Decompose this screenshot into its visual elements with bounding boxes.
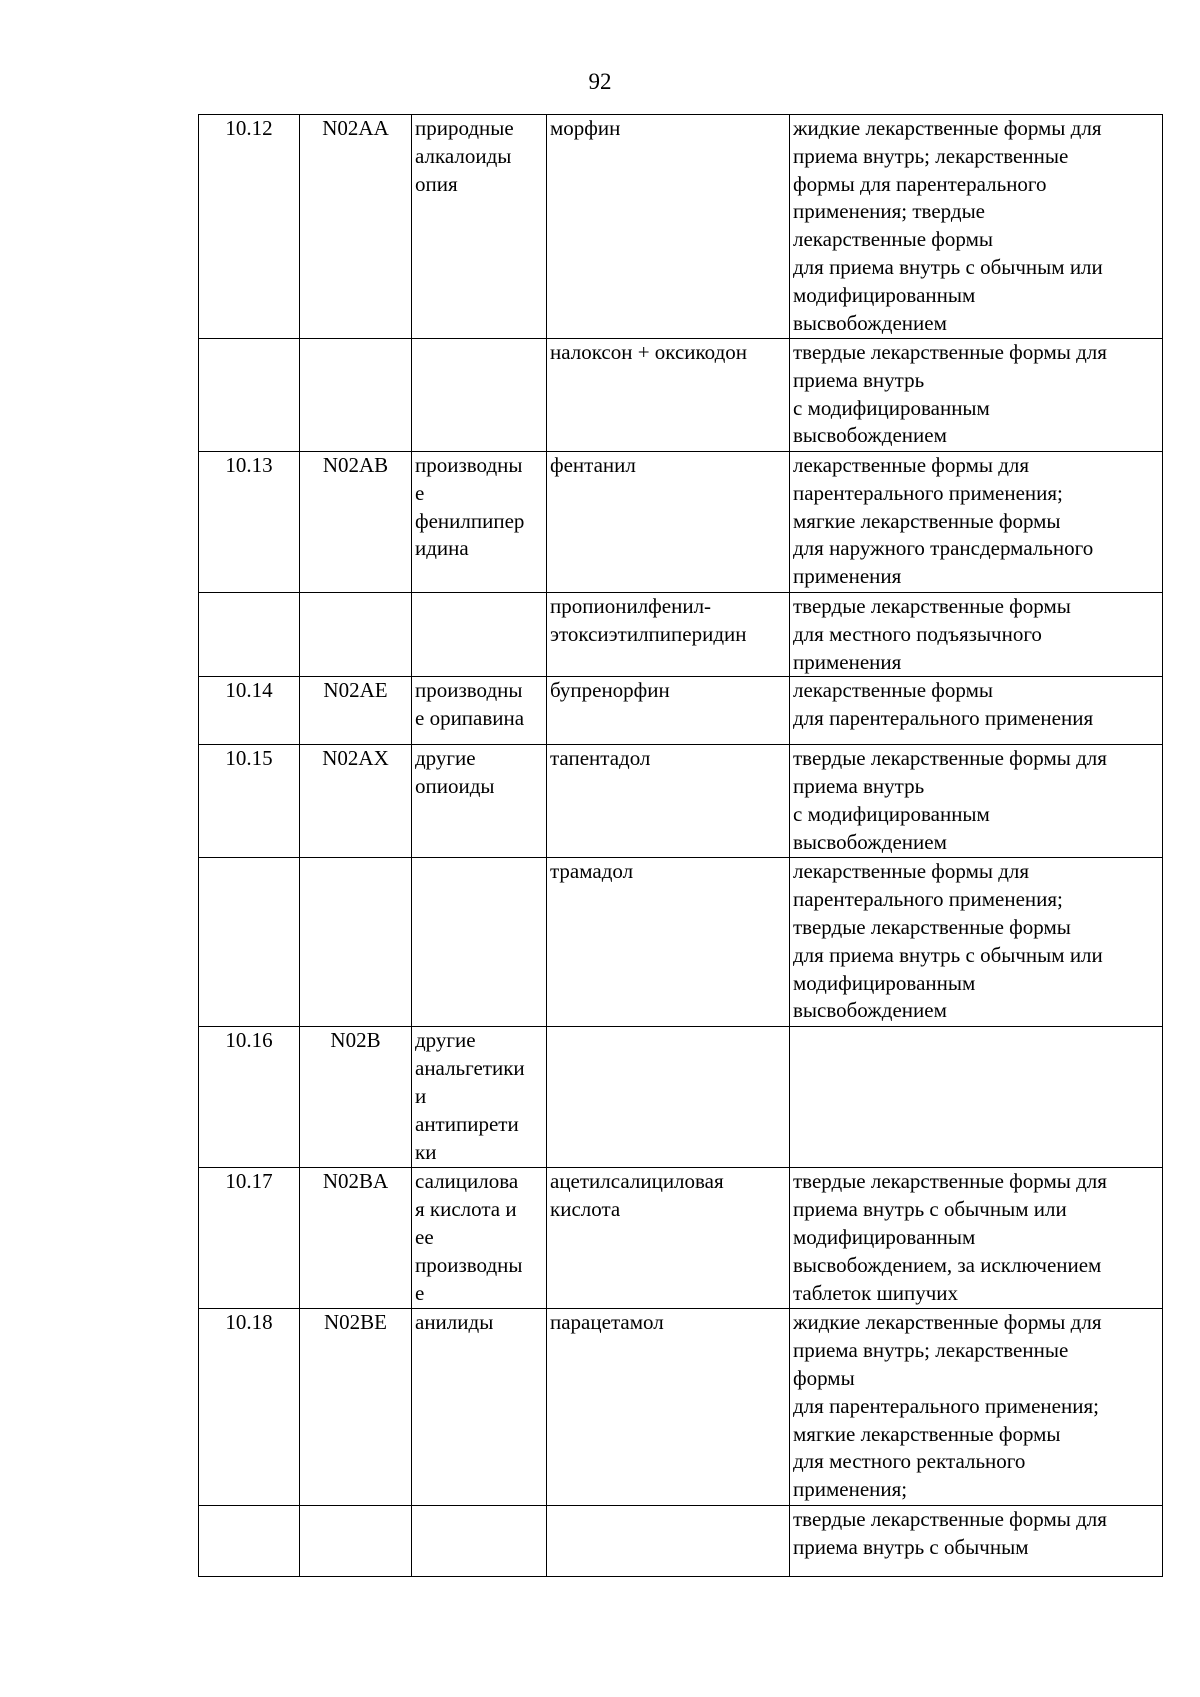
cell-text-line: налоксон + оксикодон xyxy=(550,340,747,364)
group-cell xyxy=(412,1506,547,1577)
row-number-cell xyxy=(199,1506,300,1577)
cell-text-line: этоксиэтилпиперидин xyxy=(550,621,747,646)
cell-text-line: другие xyxy=(415,746,476,771)
group-cell xyxy=(412,1309,547,1506)
cell-text-line: фенилпипер xyxy=(415,508,525,533)
drug-name-cell xyxy=(547,593,790,677)
cell-text-line: опиоиды xyxy=(415,774,495,799)
group-cell xyxy=(412,1168,547,1309)
cell-text-line: алкалоиды xyxy=(415,143,512,168)
cell-text-line: твердые лекарственные формы xyxy=(793,914,1071,939)
drug-name-cell xyxy=(547,1309,790,1506)
table-row xyxy=(199,1309,1163,1506)
cell-text-line: ки xyxy=(415,1139,437,1164)
table-row xyxy=(199,745,1163,858)
cell-text-line: модифицированным xyxy=(793,282,976,307)
cell-text-line: для парентерального применения; xyxy=(793,1393,1099,1418)
cell-text-line: таблеток шипучих xyxy=(793,1280,959,1305)
row-number-cell xyxy=(199,858,300,1027)
row-number-cell: 10.13 xyxy=(199,452,300,593)
cell-text-line: фентанил xyxy=(550,453,636,477)
dosage-forms-cell xyxy=(790,1027,1163,1168)
group-cell xyxy=(412,452,547,593)
cell-text-line: высвобождением xyxy=(793,998,947,1023)
cell-text-line: производны xyxy=(415,678,523,703)
table-row xyxy=(199,593,1163,677)
drug-name-cell xyxy=(547,677,790,745)
cell-text-line: парацетамол xyxy=(550,1310,664,1335)
cell-text-line: твердые лекарственные формы для xyxy=(793,340,1107,364)
cell-text-line: для местного подъязычного xyxy=(793,621,1042,646)
cell-text-line: жидкие лекарственные формы для xyxy=(793,1310,1102,1335)
drug-name-cell xyxy=(547,339,790,452)
table-body xyxy=(199,115,1163,1577)
cell-text-line: приема внутрь xyxy=(793,774,925,799)
cell-text-line: пропионилфенил- xyxy=(550,594,712,618)
cell-text-line: формы xyxy=(793,1365,855,1390)
cell-text-line: применения xyxy=(793,649,902,674)
group-cell xyxy=(412,677,547,745)
cell-text-line: с модифицированным xyxy=(793,395,990,420)
cell-text-line: лекарственные формы для xyxy=(793,859,1030,884)
dosage-forms-cell xyxy=(790,745,1163,858)
cell-text-line: с модифицированным xyxy=(793,801,990,826)
cell-text-line: формы для парентерального xyxy=(793,171,1047,196)
table-row xyxy=(199,1027,1163,1168)
atc-code-cell: N02AA xyxy=(300,115,412,339)
row-number-cell: 10.12 xyxy=(199,115,300,339)
drug-name-cell xyxy=(547,1027,790,1168)
cell-text-line: твердые лекарственные формы для xyxy=(793,746,1107,771)
dosage-forms-cell xyxy=(790,339,1163,452)
dosage-forms-cell xyxy=(790,858,1163,1027)
cell-text-line: е орипавина xyxy=(415,706,525,731)
cell-text-line: применения xyxy=(793,564,902,589)
cell-text-line: высвобождением xyxy=(793,310,947,335)
drug-name-cell xyxy=(547,858,790,1027)
cell-text-line: твердые лекарственные формы для xyxy=(793,1507,1107,1532)
cell-text-line: лекарственные формы xyxy=(793,227,993,252)
cell-text-line: я кислота и xyxy=(415,1197,517,1222)
drug-name-cell xyxy=(547,452,790,593)
drug-name-cell xyxy=(547,115,790,339)
atc-code-cell: N02AE xyxy=(300,677,412,745)
table-row xyxy=(199,452,1163,593)
atc-code-cell: N02B xyxy=(300,1027,412,1168)
cell-text-line: жидкие лекарственные формы для xyxy=(793,116,1102,140)
group-cell xyxy=(412,593,547,677)
cell-text-line: е xyxy=(415,1280,425,1305)
cell-text-line: модифицированным xyxy=(793,1224,976,1249)
row-number-cell xyxy=(199,593,300,677)
dosage-forms-cell xyxy=(790,593,1163,677)
cell-text-line: приема внутрь; лекарственные xyxy=(793,1338,1069,1363)
cell-text-line: мягкие лекарственные формы xyxy=(793,508,1061,533)
cell-text-line: опия xyxy=(415,171,458,196)
dosage-forms-cell xyxy=(790,1168,1163,1309)
cell-text-line: для парентерального применения xyxy=(793,706,1094,731)
table-row xyxy=(199,1506,1163,1577)
group-cell xyxy=(412,339,547,452)
drug-table xyxy=(198,114,1163,1577)
dosage-forms-cell xyxy=(790,115,1163,339)
cell-text-line: морфин xyxy=(550,116,621,140)
cell-text-line: анилиды xyxy=(415,1310,494,1335)
cell-text-line: для приема внутрь с обычным или xyxy=(793,942,1103,967)
cell-text-line: приема внутрь с обычным или xyxy=(793,1197,1067,1222)
cell-text-line: для наружного трансдермального xyxy=(793,536,1094,561)
row-number-cell xyxy=(199,339,300,452)
cell-text-line: для приема внутрь с обычным или xyxy=(793,254,1103,279)
atc-code-cell xyxy=(300,1506,412,1577)
cell-text-line: лекарственные формы xyxy=(793,678,993,703)
group-cell xyxy=(412,1027,547,1168)
dosage-forms-cell xyxy=(790,1309,1163,1506)
cell-text-line: парентерального применения; xyxy=(793,480,1063,505)
cell-text-line: лекарственные формы для xyxy=(793,453,1030,477)
group-cell xyxy=(412,858,547,1027)
cell-text-line: ацетилсалициловая xyxy=(550,1169,724,1194)
cell-text-line: приема внутрь xyxy=(793,367,925,392)
cell-text-line: применения; xyxy=(793,1477,908,1502)
cell-text-line: твердые лекарственные формы xyxy=(793,594,1071,618)
cell-text-line: и xyxy=(415,1083,427,1108)
group-cell xyxy=(412,115,547,339)
table-row xyxy=(199,858,1163,1027)
atc-code-cell xyxy=(300,593,412,677)
atc-code-cell: N02AB xyxy=(300,452,412,593)
dosage-forms-cell xyxy=(790,1506,1163,1577)
cell-text-line: бупренорфин xyxy=(550,678,670,703)
cell-text-line: идина xyxy=(415,536,469,561)
table-row xyxy=(199,1168,1163,1309)
cell-text-line: е xyxy=(415,480,425,505)
dosage-forms-cell xyxy=(790,677,1163,745)
cell-text-line: приема внутрь с обычным xyxy=(793,1535,1029,1560)
cell-text-line: ее xyxy=(415,1224,434,1249)
drug-name-cell xyxy=(547,1168,790,1309)
cell-text-line: трамадол xyxy=(550,859,634,884)
atc-code-cell: N02AX xyxy=(300,745,412,858)
cell-text-line: антипирети xyxy=(415,1111,519,1136)
cell-text-line: кислота xyxy=(550,1197,621,1222)
cell-text-line: другие xyxy=(415,1028,476,1053)
table-row xyxy=(199,339,1163,452)
drug-name-cell xyxy=(547,745,790,858)
atc-code-cell xyxy=(300,858,412,1027)
row-number-cell: 10.16 xyxy=(199,1027,300,1168)
cell-text-line: высвобождением, за исключением xyxy=(793,1252,1102,1277)
cell-text-line: мягкие лекарственные формы xyxy=(793,1421,1061,1446)
cell-text-line: салицилова xyxy=(415,1169,519,1194)
table-row xyxy=(199,677,1163,745)
group-cell xyxy=(412,745,547,858)
atc-code-cell xyxy=(300,339,412,452)
page-number: 92 xyxy=(588,69,612,94)
cell-text-line: природные xyxy=(415,116,514,140)
row-number-cell: 10.15 xyxy=(199,745,300,858)
cell-text-line: производны xyxy=(415,1252,523,1277)
cell-text-line: применения; твердые xyxy=(793,199,985,224)
cell-text-line: для местного ректального xyxy=(793,1449,1026,1474)
cell-text-line: парентерального применения; xyxy=(793,887,1063,912)
cell-text-line: анальгетики xyxy=(415,1056,525,1081)
cell-text-line: тапентадол xyxy=(550,746,651,771)
row-number-cell: 10.17 xyxy=(199,1168,300,1309)
table-row xyxy=(199,115,1163,339)
dosage-forms-cell xyxy=(790,452,1163,593)
atc-code-cell: N02BA xyxy=(300,1168,412,1309)
cell-text-line: твердые лекарственные формы для xyxy=(793,1169,1107,1194)
cell-text-line: высвобождением xyxy=(793,423,947,448)
cell-text-line: приема внутрь; лекарственные xyxy=(793,143,1069,168)
row-number-cell: 10.18 xyxy=(199,1309,300,1506)
cell-text-line: производны xyxy=(415,453,523,477)
drug-name-cell xyxy=(547,1506,790,1577)
row-number-cell: 10.14 xyxy=(199,677,300,745)
cell-text-line: высвобождением xyxy=(793,829,947,854)
cell-text-line: модифицированным xyxy=(793,970,976,995)
atc-code-cell: N02BE xyxy=(300,1309,412,1506)
